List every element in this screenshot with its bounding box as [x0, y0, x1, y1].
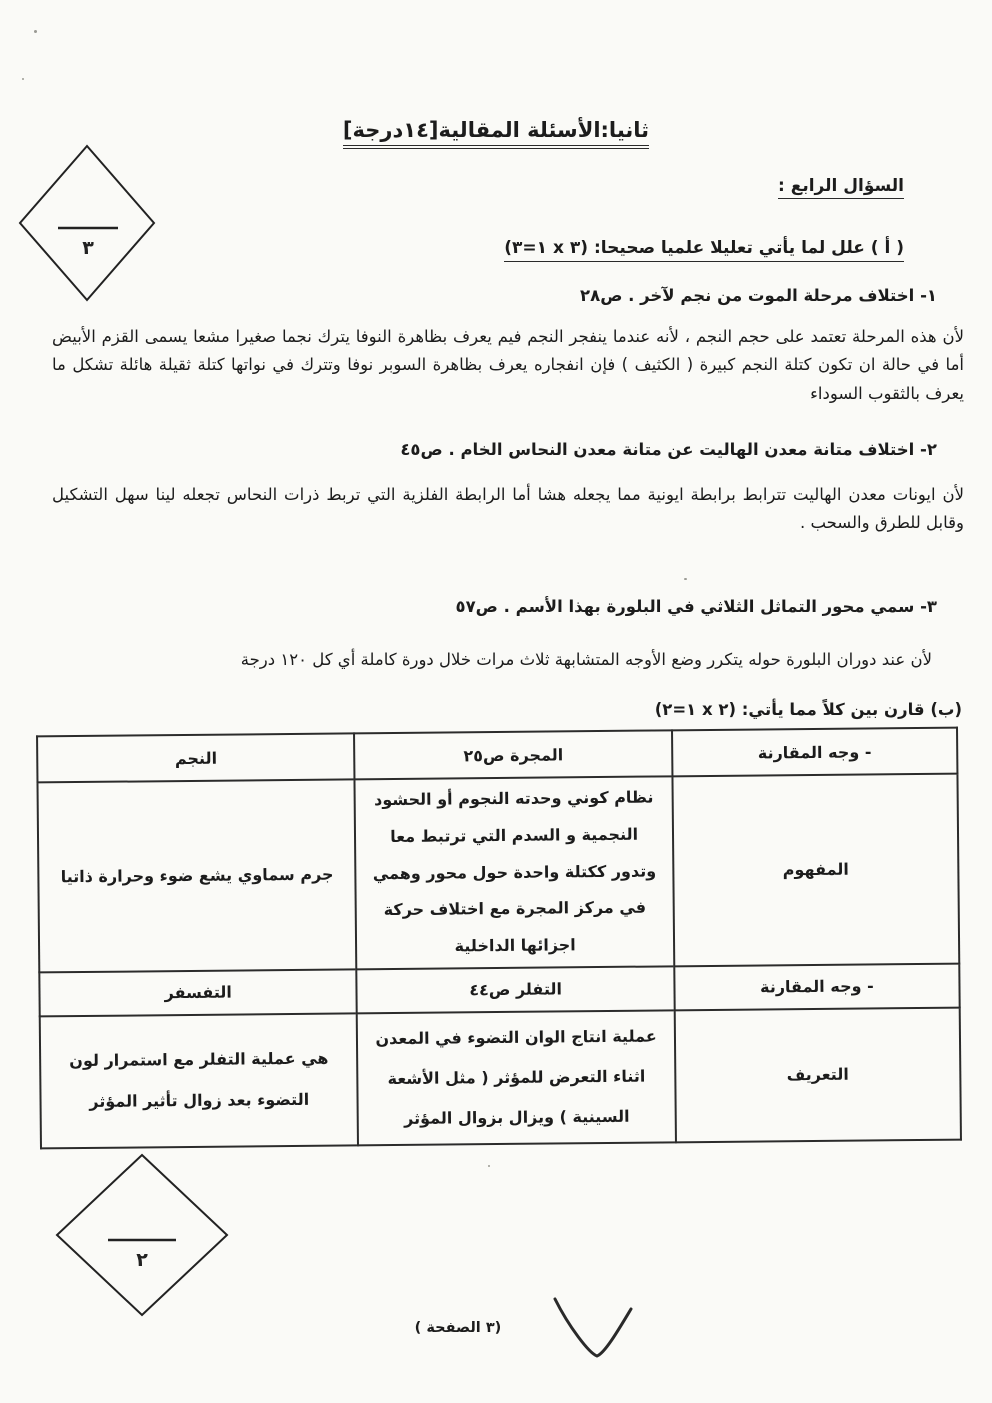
page-number-label: ( الصفحة‎ ٣): [414, 1320, 502, 1336]
scan-speck: [22, 78, 24, 80]
reason-item-1-title: ١- اختلاف مرحلة الموت من نجم لآخر . ص٢٨: [580, 286, 937, 305]
cell-galaxy-concept: نظام كوني وحدته النجوم أو الحشود النجمية و السدم التي ترتبط معا وتدور ككتلة واحدة حول محور وهمي في مركز المجرة مع اختلاف حركة اجزائها الداخلية: [355, 776, 674, 969]
cell-phosphorescence-definition: هي عملية التفلر مع استمرار لون التضوء بعد زوال تأثير المؤثر: [40, 1013, 359, 1148]
part-b-prompt: (ب) قارن بين كلاً مما يأتي: (٢ x ١=٢): [654, 700, 962, 719]
diamond-outline-icon: [20, 146, 154, 300]
comparison-table: [36, 727, 962, 1150]
reason-item-2-answer: لأن ايونات معدن الهاليت تترابط برابطة ايونية مما يجعله هشا أما الرابطة الفلزية التي تربط ذرات النحاس تجعله لينا سهل التشكيل وقابل للطرق والسحب .: [52, 485, 964, 533]
diamond-outline-icon: [57, 1155, 227, 1315]
cell-fluorescence-definition: عملية انتاج الوان التضوء في المعدن اثناء التعرض للمؤثر ( مثل الأشعة السينية ) ويزال بزوال المؤثر: [357, 1010, 676, 1145]
page-title-text: ثانيا:الأسئلة المقالية[١٤درجة]: [343, 118, 649, 149]
scan-speck: [34, 30, 37, 33]
cell-concept-label: المفهوم: [672, 774, 959, 967]
question-heading: السؤال الرابع :: [778, 176, 904, 199]
scan-speck: [684, 578, 687, 580]
reason-item-3-title: ٣- سمي محور التماثل الثلاثي في البلورة بهذا الأسم . ص٥٧: [455, 597, 937, 616]
cell-phosphorescence-header: التفسفر: [39, 969, 357, 1016]
cell-aspect-header-2: - وجه المقارنة: [674, 964, 960, 1011]
scan-speck: [488, 1165, 490, 1167]
cell-star-header: النجم: [37, 733, 355, 782]
cell-fluorescence-header: التفلر ص٤٤: [357, 966, 675, 1013]
part-a-prompt: ( أ ) علل لما يأتي تعليلا علميا صحيحا: (٣ x ١=٣): [504, 238, 904, 262]
page-title: [0, 118, 992, 149]
cell-aspect-header-1: - وجه المقارنة: [672, 728, 958, 777]
reason-item-3-answer: لأن عند دوران البلورة حوله يتكرر وضع الأوجه المتشابهة ثلاث مرات خلال دورة كاملة أي كل ١٢٠ درجة: [240, 650, 932, 669]
grade-diamond-bottom: [52, 1150, 232, 1320]
reason-item-1-answer: لأن هذه المرحلة تعتمد على حجم النجم ، لأنه عندما ينفجر النجم فيم يعرف بظاهرة النوفا يترك نجما صغيرا مشعا يسمى القزم الأبيض أما في حالة ان تكون كتلة النجم كبيرة ( الكثيف ) فإن انفجاره يعرف بظاهرة السوبر نوفا وتترك في نواتها كتلة ثقيلة هائلة تشكل ما يعرف بالثقوب السوداء: [52, 327, 964, 403]
cell-galaxy-header: المجرة ص٢٥: [354, 730, 672, 779]
comparison-table-wrapper: [36, 727, 962, 1150]
reason-item-2-title: ٢- اختلاف متانة معدن الهاليت عن متانة معدن النحاس الخام . ص٤٥: [400, 440, 937, 459]
grade-value-top: ٣: [82, 237, 94, 259]
grade-diamond-top: [16, 142, 158, 304]
cell-definition-label: التعريف: [675, 1008, 961, 1143]
table-row: [37, 774, 959, 973]
table-row: [40, 1008, 961, 1149]
handwritten-check-icon: [545, 1293, 645, 1371]
grade-value-bottom: ٢: [136, 1249, 148, 1271]
cell-star-concept: جرم سماوي يشع ضوء وحرارة ذاتيا: [37, 779, 356, 972]
